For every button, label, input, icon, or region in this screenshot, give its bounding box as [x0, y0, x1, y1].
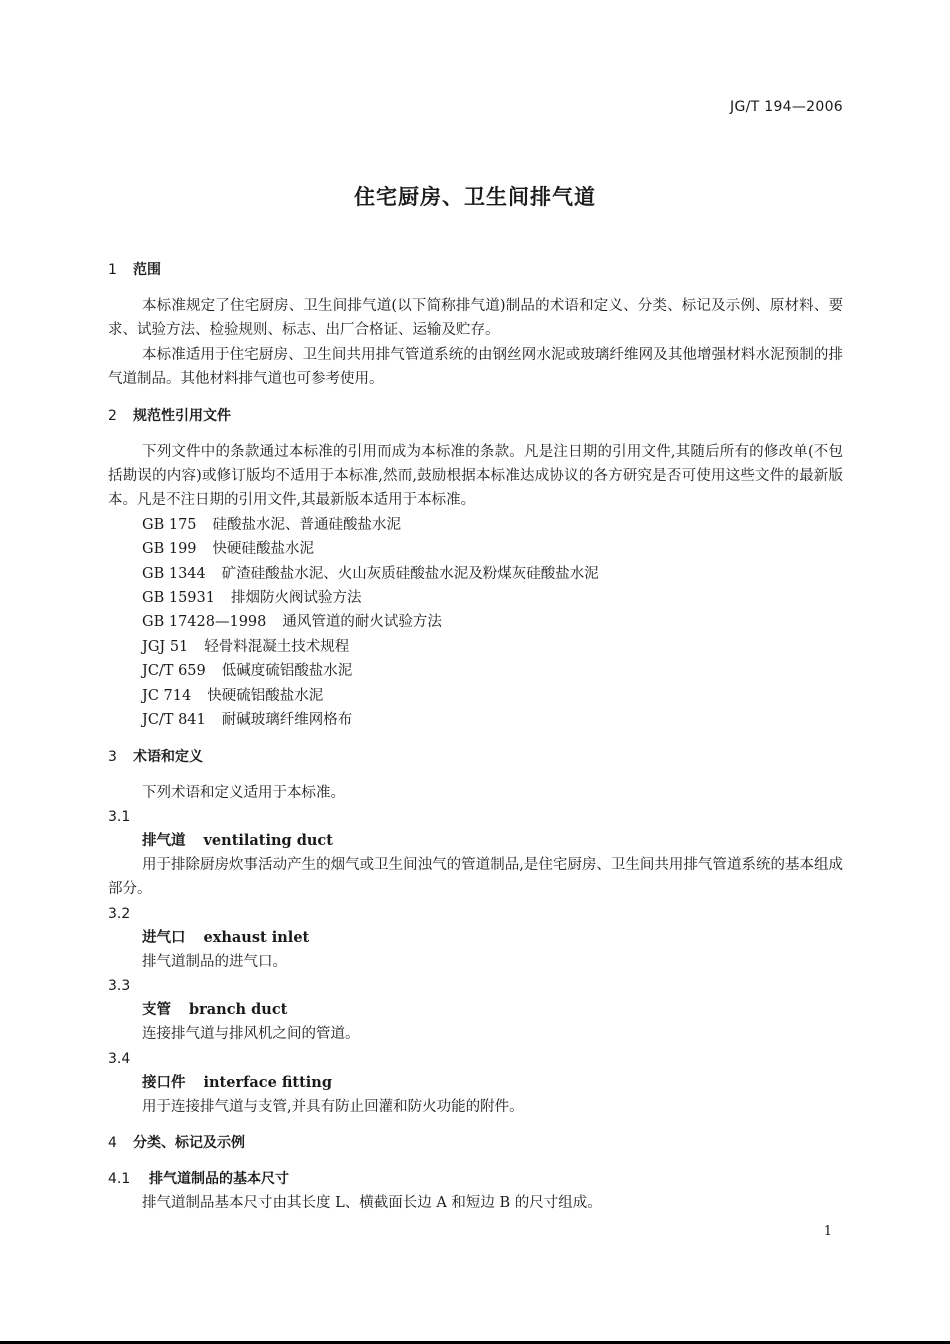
- reference-code: JC 714: [142, 687, 192, 704]
- term-name: [108, 829, 843, 853]
- reference-name: 快硬硫铝酸盐水泥: [207, 687, 324, 704]
- term-en: interface fitting: [203, 1073, 332, 1091]
- term-definition: 连接排气道与排风机之间的管道。: [142, 1026, 360, 1043]
- paragraph: 排气道制品基本尺寸由其长度 L、横截面长边 A 和短边 B 的尺寸组成。: [142, 1194, 602, 1211]
- reference-name: 快硬硅酸盐水泥: [212, 541, 315, 558]
- term-entry: [108, 1047, 843, 1119]
- paragraph: 本标准规定了住宅厨房、卫生间排气道(以下简称排气道)制品的术语和定义、分类、标记及示例、原材料、要求、试验方法、检验规则、标志、出厂合格证、运输及贮存。: [108, 298, 843, 339]
- reference-item: [108, 513, 843, 537]
- reference-name: 硅酸盐水泥、普通硅酸盐水泥: [212, 516, 402, 533]
- paragraph: 本标准适用于住宅厨房、卫生间共用排气管道系统的由钢丝网水泥或玻璃纤维网及其他增强材料水泥预制的排气道制品。其他材料排气道也可参考使用。: [108, 346, 843, 388]
- section-title: 分类、标记及示例: [133, 1134, 245, 1151]
- section-title: 术语和定义: [133, 748, 203, 765]
- term-entry: [108, 902, 843, 974]
- term-number: 3.4: [108, 1050, 131, 1067]
- term-zh: 排气道: [142, 832, 186, 849]
- reference-name: 通风管道的耐火试验方法: [282, 614, 442, 631]
- reference-item: [108, 586, 843, 610]
- section-number: 1: [108, 262, 117, 278]
- reference-name: 轻骨料混凝土技术规程: [204, 638, 350, 655]
- reference-code: GB 15931: [142, 590, 215, 607]
- section-title: 范围: [133, 262, 161, 278]
- document-body: [108, 258, 843, 1215]
- reference-code: GB 175: [142, 516, 197, 533]
- term-definition: 用于排除厨房炊事活动产生的烟气或卫生间浊气的管道制品,是住宅厨房、卫生间共用排气管道系统的基本组成部分。: [108, 856, 843, 898]
- term-definition: 用于连接排气道与支管,并具有防止回灌和防火功能的附件。: [142, 1098, 524, 1115]
- section-2-heading: [108, 404, 843, 428]
- standard-code: JG/T 194—2006: [730, 99, 843, 115]
- section-1-heading: [108, 258, 843, 282]
- section-title: 规范性引用文件: [133, 407, 231, 424]
- term-number: 3.2: [108, 905, 131, 922]
- section-4-heading: [108, 1131, 843, 1155]
- reference-list: [108, 513, 843, 733]
- term-number: 3.3: [108, 978, 131, 995]
- term-entry: [108, 974, 843, 1046]
- term-en: exhaust inlet: [203, 928, 310, 946]
- term-name: [108, 1071, 843, 1095]
- reference-code: JC/T 841: [142, 712, 206, 729]
- reference-name: 矿渣硅酸盐水泥、火山灰质硅酸盐水泥及粉煤灰硅酸盐水泥: [221, 565, 599, 582]
- term-zh: 支管: [142, 1002, 171, 1019]
- section-number: 3: [108, 748, 117, 765]
- term-zh: 进气口: [142, 929, 186, 946]
- reference-code: GB 199: [142, 541, 197, 558]
- section-number: 4: [108, 1134, 117, 1151]
- reference-item: [108, 610, 843, 634]
- reference-item: [108, 635, 843, 659]
- reference-item: [108, 562, 843, 586]
- subsection-4-1-heading: [108, 1167, 843, 1191]
- section-3-heading: [108, 745, 843, 769]
- reference-item: [108, 659, 843, 683]
- reference-code: GB 1344: [142, 565, 206, 582]
- reference-item: [108, 537, 843, 561]
- section-number: 2: [108, 407, 117, 424]
- paragraph: 下列术语和定义适用于本标准。: [142, 784, 345, 801]
- reference-item: [108, 708, 843, 732]
- term-name: [108, 998, 843, 1022]
- term-number: 3.1: [108, 808, 131, 825]
- page-number: 1: [823, 1224, 832, 1239]
- term-en: branch duct: [189, 1001, 288, 1019]
- reference-name: 排烟防火阀试验方法: [230, 590, 362, 607]
- term-zh: 接口件: [142, 1074, 186, 1091]
- subsection-number: 4.1: [108, 1170, 131, 1187]
- subsection-title: 排气道制品的基本尺寸: [149, 1170, 289, 1187]
- paragraph: 下列文件中的条款通过本标准的引用而成为本标准的条款。凡是注日期的引用文件,其随后所有的修改单(不包括勘误的内容)或修订版均不适用于本标准,然而,鼓励根据本标准达成协议的各方研究是否可使用这些文件的最新版本。凡是不注日期的引用文件,其最新版本适用于本标准。: [108, 443, 843, 509]
- page-title: 住宅厨房、卫生间排气道: [354, 185, 596, 209]
- reference-name: 低碱度硫铝酸盐水泥: [221, 663, 353, 680]
- reference-code: JGJ 51: [142, 638, 189, 655]
- reference-item: [108, 684, 843, 708]
- reference-code: GB 17428—1998: [142, 614, 267, 631]
- reference-name: 耐碱玻璃纤维网格布: [221, 712, 353, 729]
- reference-code: JC/T 659: [142, 663, 206, 680]
- term-definition: 排气道制品的进气口。: [142, 953, 287, 970]
- term-entry: [108, 805, 843, 902]
- term-en: ventilating duct: [203, 831, 333, 849]
- term-name: [108, 926, 843, 950]
